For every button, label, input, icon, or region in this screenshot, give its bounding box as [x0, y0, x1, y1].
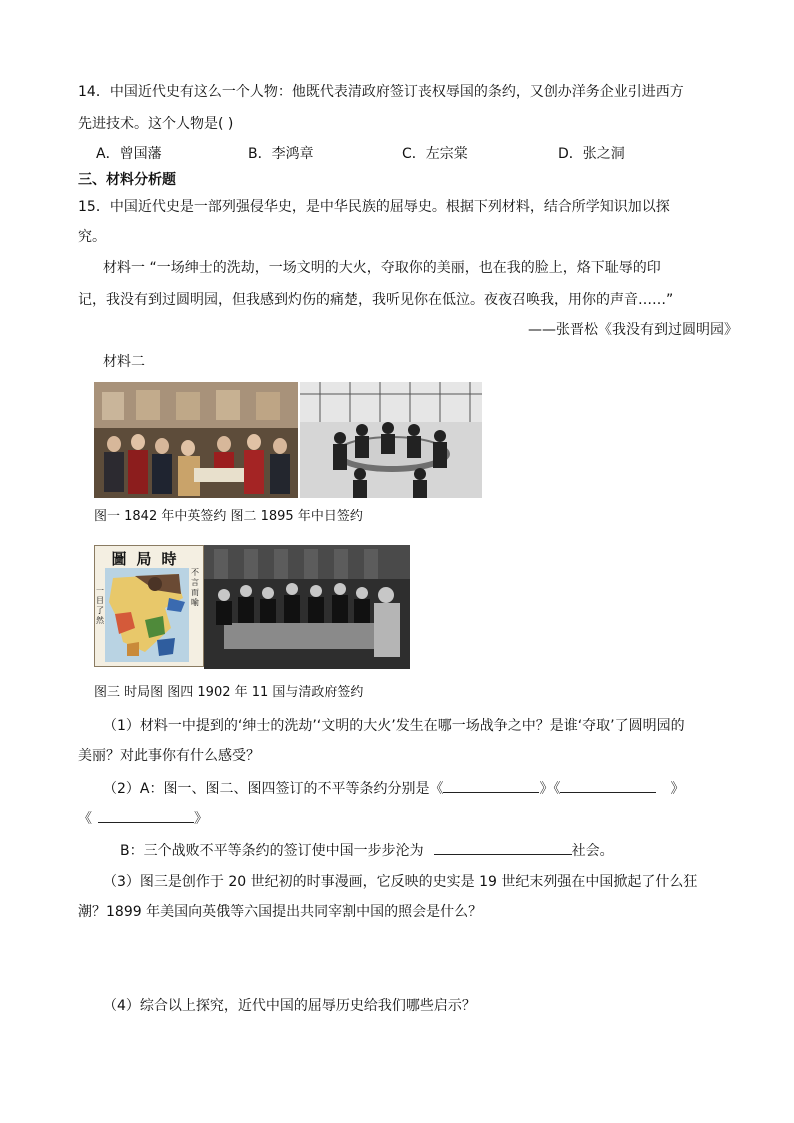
subq2b-prefix: B：三个战败不平等条约的签订使中国一步步沦为: [120, 843, 424, 859]
figure-1-painting: [94, 382, 298, 498]
material-one-source: ——张晋松《我没有到过圆明园》: [528, 322, 738, 338]
q14-option-a[interactable]: A．曾国藩: [96, 146, 162, 162]
bracket-close-1: 》: [670, 781, 685, 797]
bracket-close-3: 》: [194, 811, 208, 827]
subq4-line1: （4）综合以上探究，近代中国的屈辱历史给我们哪些启示？: [103, 998, 476, 1014]
subq3-line2: 潮？1899 年美国向英俄等六国提出共同宰割中国的照会是什么？: [78, 904, 483, 920]
q14-option-b[interactable]: B．李鸿章: [248, 146, 314, 162]
q15-stem-line1: 15．中国近代史是一部列强侵华史，是中华民族的屈辱史。根据下列材料，结合所学知识加以探: [78, 199, 670, 215]
subq2a-line: [103, 778, 684, 799]
subq1-line2: 美丽？对此事你有什么感受？: [78, 748, 260, 764]
subq3-line1: （3）图三是创作于 20 世纪初的时事漫画，它反映的史实是 19 世纪末列强在中国掀起了什么狂: [103, 874, 698, 890]
cartoon-left-text: 一目了然: [96, 586, 104, 625]
bracket-open-3: 《: [78, 811, 92, 827]
section-title: 三、材料分析题: [78, 172, 176, 188]
cartoon-side-text: 不言而喻: [191, 568, 199, 607]
q14-stem-line1: 14．中国近代史有这么一个人物：他既代表清政府签订丧权辱国的条约，又创办洋务企业引进西方: [78, 84, 684, 100]
q14-option-c[interactable]: C．左宗棠: [402, 146, 468, 162]
figure-caption-row2: 图三 时局图 图四 1902 年 11 国与清政府签约: [94, 685, 364, 700]
material-one-line1: 材料一 “一场绅士的洗劫，一场文明的大火，夺取你的美丽，也在我的脸上，烙下耻辱的印: [103, 260, 661, 276]
q15-stem-line2: 究。: [78, 229, 106, 245]
answer-blank-treaty-1[interactable]: [443, 778, 539, 793]
answer-blank-treaty-3[interactable]: [98, 808, 194, 823]
answer-blank-treaty-2[interactable]: [560, 778, 656, 793]
subq2b-line: [120, 840, 614, 861]
subq2b-suffix: 社会。: [571, 843, 614, 859]
bracket-close-open-1: 》《: [539, 781, 561, 797]
figure-2-engraving: [300, 382, 482, 498]
cartoon-title: 圖局時: [111, 550, 187, 568]
q14-stem-line2: 先进技术。这个人物是( ): [78, 116, 234, 132]
subq2a-prefix: （2）A：图一、图二、图四签订的不平等条约分别是《: [103, 781, 444, 797]
figure-caption-row1: 图一 1842 年中英签约 图二 1895 年中日签约: [94, 509, 363, 524]
figure-4-photo: [204, 545, 410, 669]
material-two-label: 材料二: [103, 354, 145, 370]
q14-option-d[interactable]: D．张之洞: [558, 146, 625, 162]
subq2a-line-cont: [78, 808, 208, 829]
material-one-line2: 记，我没有到过圆明园，但我感到灼伤的痛楚，我听见你在低泣。夜夜召唤我，用你的声音……”: [78, 292, 674, 308]
answer-blank-society[interactable]: [434, 840, 572, 855]
figure-3-cartoon: [94, 545, 204, 667]
subq1-line1: （1）材料一中提到的‘绅士的洗劫’‘文明的大火’发生在哪一场战争之中？是谁‘夺取’了圆明园的: [103, 718, 685, 734]
